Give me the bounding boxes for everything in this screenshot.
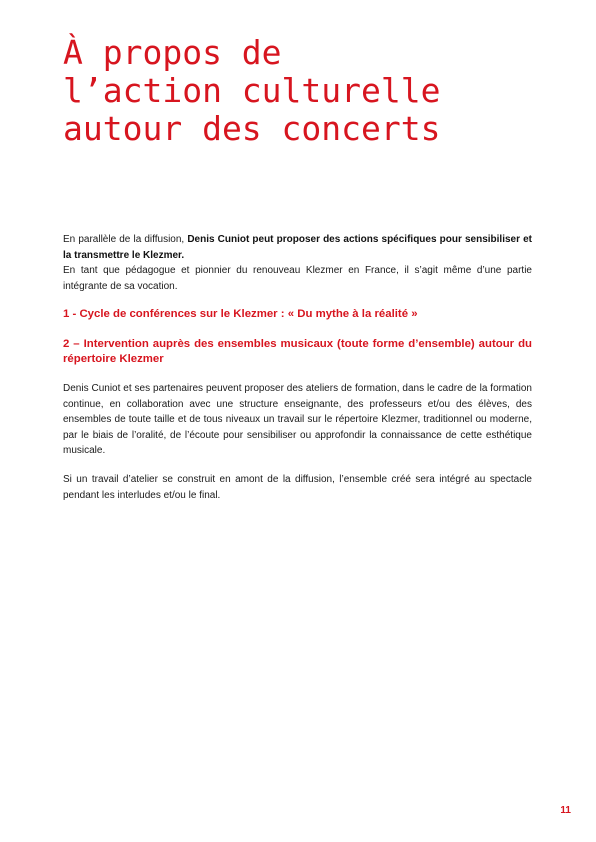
section-heading-2: 2 – Intervention auprès des ensembles musicaux (toute forme d’ensemble) autour du répertoire Klezmer — [63, 338, 532, 365]
title-line: l’action culturelle — [63, 71, 441, 110]
intro-paragraph — [63, 232, 532, 294]
page-number: 11 — [560, 805, 571, 816]
intro-text: En parallèle de la diffusion, — [63, 234, 188, 245]
intro-bold-text: Denis Cuniot peut proposer des actions spécifiques pour sensibiliser et la transmettre le Klezmer. — [63, 234, 532, 261]
body-paragraph: Denis Cuniot et ses partenaires peuvent proposer des ateliers de formation, dans le cadre de la formation continue, en collaboration avec une structure enseignante, des professeurs et/ou des élèves, des ensembles de toute taille et de tous niveaux un travail sur le répertoire Klezmer, traditionnel ou moderne, par le biais de l’oralité, de l’écoute pour sensibiliser ou approfondir la connaissance de cette esthétique musicale. — [63, 383, 532, 456]
section-heading-1: 1 - Cycle de conférences sur le Klezmer : « Du mythe à la réalité » — [63, 308, 418, 320]
title-line: À propos de — [63, 33, 282, 72]
title-line: autour des concerts — [63, 109, 441, 148]
page-title — [63, 34, 543, 148]
intro-text-2: En tant que pédagogue et pionnier du renouveau Klezmer en France, il s’agit même d’une partie intégrante de sa vocation. — [63, 265, 532, 292]
body-paragraph: Si un travail d’atelier se construit en amont de la diffusion, l’ensemble créé sera intégré au spectacle pendant les interludes et/ou le final. — [63, 474, 532, 501]
